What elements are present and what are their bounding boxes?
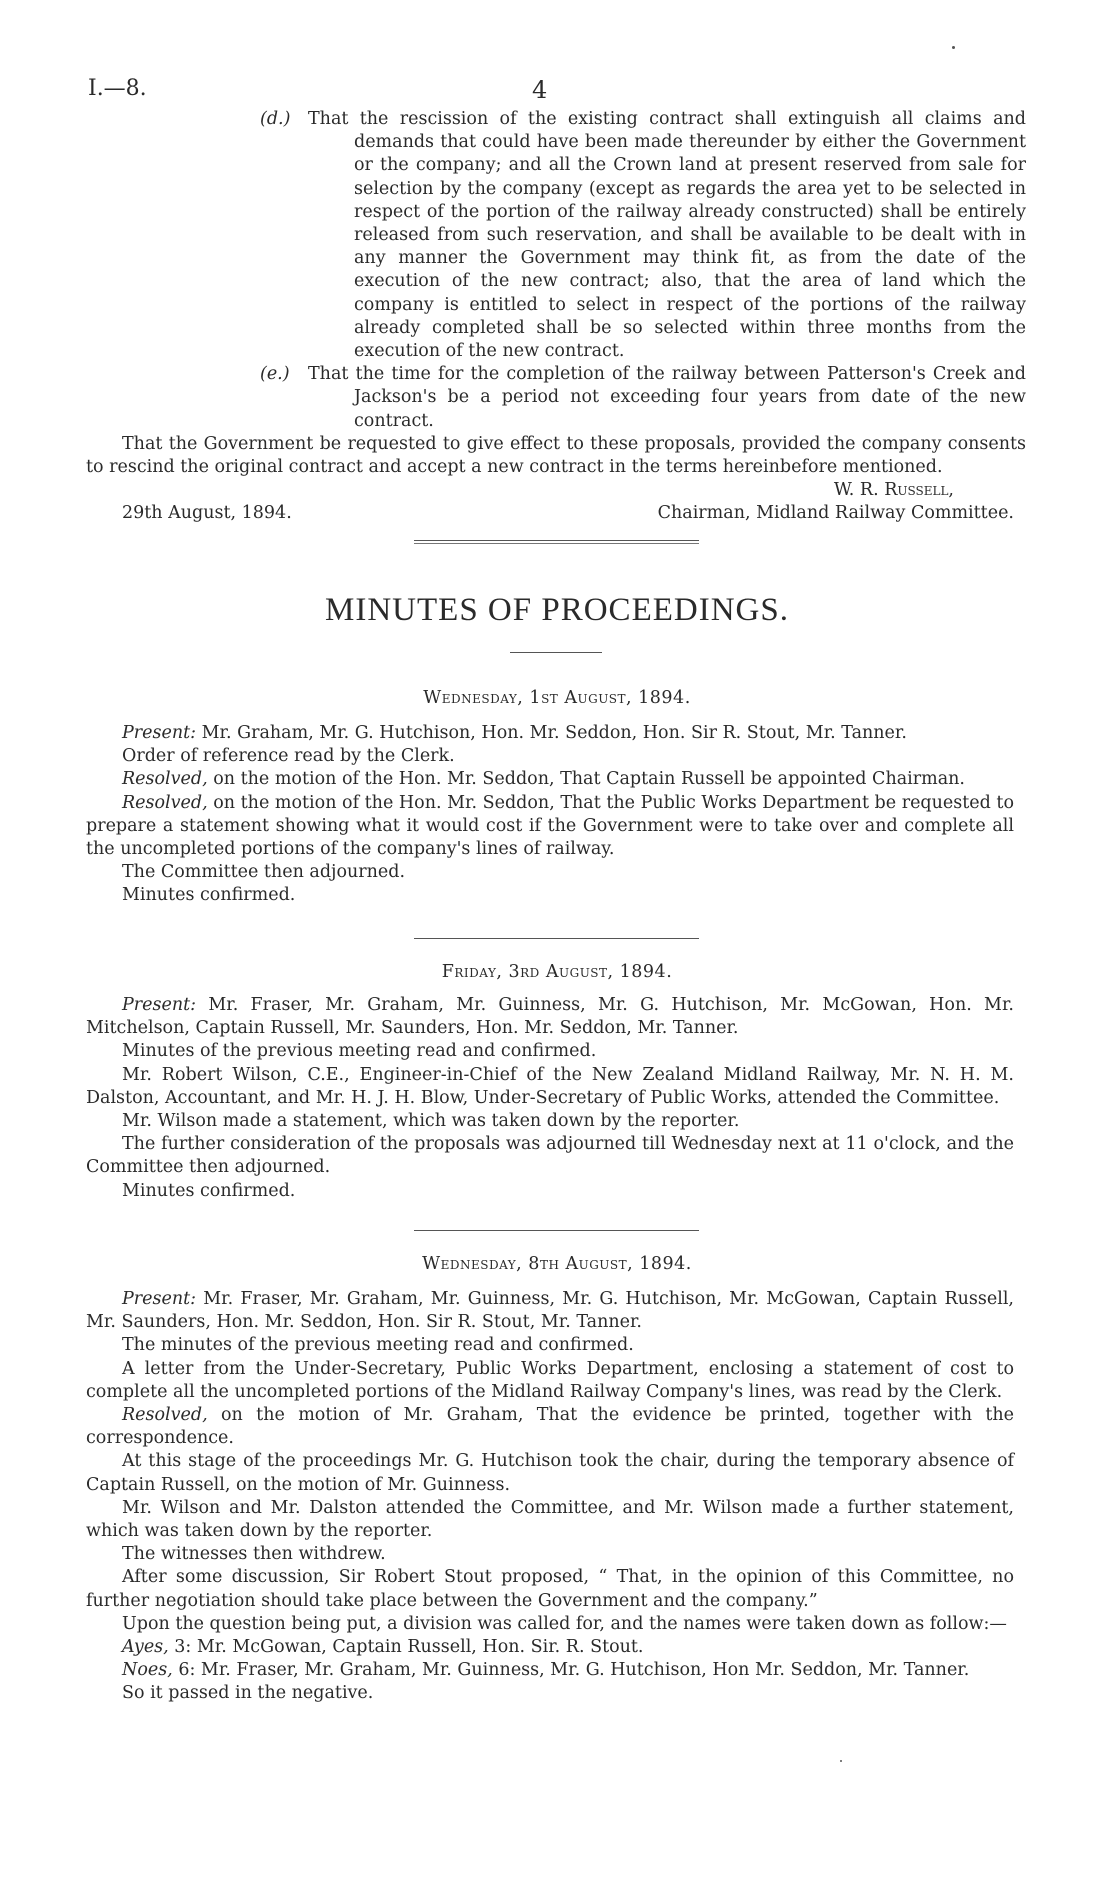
minute-paragraph: Mr. Wilson made a statement, which was taken down by the reporter. bbox=[122, 1111, 740, 1132]
section-divider bbox=[414, 540, 699, 541]
minute-paragraph: A letter from the Under-Secretary, Public Works Department, enclosing a statement of cost to complete all the uncompleted portions of the Midland Railway Company's lines, was read by the Clerk. bbox=[86, 1358, 1014, 1402]
division-noes: Noes, 6: Mr. Fraser, Mr. Graham, Mr. Guinness, Mr. G. Hutchison, Hon Mr. Seddon, Mr. Tanner. bbox=[122, 1660, 970, 1681]
document-reference: I.—8. bbox=[88, 76, 147, 101]
minute-paragraph: Minutes confirmed. bbox=[122, 885, 296, 906]
resolution-paragraph: Resolved, on the motion of the Hon. Mr. Seddon, That Captain Russell be appointed Chairman. bbox=[122, 769, 965, 790]
clause-e bbox=[86, 363, 1026, 433]
resolution-paragraph: Resolved, on the motion of Mr. Graham, That the evidence be printed, together with the correspondence. bbox=[86, 1405, 1014, 1449]
resolution-paragraph: Resolved, on the motion of the Hon. Mr. Seddon, That the Public Works Department be requested to prepare a statement showing what it would cost if the Government were to take over and complete all the uncompleted portions of the company's lines of railway. bbox=[86, 792, 1014, 860]
clause-d bbox=[86, 108, 1026, 363]
minute-paragraph: Mr. Wilson and Mr. Dalston attended the Committee, and Mr. Wilson made a further statement, which was taken down by the reporter. bbox=[86, 1497, 1014, 1542]
speck-mark bbox=[952, 46, 955, 49]
resolution-paragraph: That the Government be requested to give effect to these proposals, provided the company consents to rescind the original contract and accept a new contract in the terms hereinbefore mentioned. bbox=[86, 433, 1026, 478]
minute-paragraph: Order of reference read by the Clerk. bbox=[122, 746, 455, 767]
signatory-title: Chairman, Midland Railway Committee. bbox=[657, 503, 1014, 524]
present-paragraph: Present: Mr. Graham, Mr. G. Hutchison, Hon. Mr. Seddon, Hon. Sir R. Stout, Mr. Tanner. bbox=[122, 723, 907, 743]
minute-paragraph: The Committee then adjourned. bbox=[122, 862, 406, 883]
meeting-3 bbox=[86, 1288, 1014, 1706]
minute-paragraph: Upon the question being put, a division was called for, and the names were taken down as follow:— bbox=[122, 1613, 1007, 1634]
minute-paragraph: Minutes of the previous meeting read and confirmed. bbox=[122, 1041, 597, 1062]
meeting-date: Friday, 3rd August, 1894. bbox=[441, 962, 673, 982]
clause-text: That the rescission of the existing contract shall extinguish all claims and demands that could have been made thereunder by either the Government or the company; and all the Crown land at present reserved from sale for selection by the company (except as regards the area yet to be selected in respect of the portion of the railway already constructed) shall be entirely released from such reservation, and shall be available to be dealt with in any manner the Government may think fit, as from the date of the execution of the new contract; also, that the area of land which the company is entitled to select in respect of the portions of the railway already completed shall be so selected within three months from the execution of the new contract. bbox=[308, 109, 1026, 362]
minute-paragraph: The witnesses then withdrew. bbox=[122, 1544, 386, 1565]
meeting-date: Wednesday, 1st August, 1894. bbox=[423, 688, 691, 708]
title-underline bbox=[510, 652, 602, 653]
minute-paragraph: Mr. Robert Wilson, C.E., Engineer-in-Chief of the New Zealand Midland Railway, Mr. N. H. M. Dalston, Accountant, and Mr. H. J. H. Blow, Under-Secretary of Public Works, attended the Committee. bbox=[86, 1064, 1014, 1108]
page-number: 4 bbox=[532, 76, 548, 104]
minute-paragraph: So it passed in the negative. bbox=[122, 1683, 374, 1704]
clause-label: (e.) bbox=[260, 364, 290, 385]
minute-paragraph: Minutes confirmed. bbox=[122, 1180, 296, 1201]
meeting-1 bbox=[86, 722, 1014, 908]
clause-label: (d.) bbox=[260, 109, 291, 129]
signature-date: 29th August, 1894. bbox=[122, 503, 292, 524]
minute-paragraph: The further consideration of the proposals was adjourned till Wednesday next at 11 o'clock, and the Committee then adjourned. bbox=[86, 1134, 1014, 1178]
contract-clauses bbox=[86, 108, 1026, 526]
clause-text: That the time for the completion of the railway between Patterson's Creek and Jackson's be a period not exceeding four years from date of the new contract. bbox=[308, 364, 1026, 431]
minute-paragraph: At this stage of the proceedings Mr. G. Hutchison took the chair, during the temporary absence of Captain Russell, on the motion of Mr. Guinness. bbox=[86, 1451, 1014, 1495]
minute-paragraph: The minutes of the previous meeting read and confirmed. bbox=[122, 1335, 634, 1356]
signatory-name: W. R. Russell, bbox=[833, 480, 954, 501]
division-ayes: Ayes, 3: Mr. McGowan, Captain Russell, Hon. Sir. R. Stout. bbox=[122, 1637, 644, 1658]
present-paragraph: Present: Mr. Fraser, Mr. Graham, Mr. Guinness, Mr. G. Hutchison, Mr. McGowan, Captain Russell, Mr. Saunders, Hon. Mr. Seddon, Hon. Sir R. Stout, Mr. Tanner. bbox=[86, 1289, 1014, 1333]
meeting-divider bbox=[414, 938, 699, 939]
meeting-divider bbox=[414, 1230, 699, 1231]
minute-paragraph: After some discussion, Sir Robert Stout proposed, “ That, in the opinion of this Committee, no further negotiation should take place between the Government and the company.” bbox=[86, 1567, 1014, 1611]
meeting-2 bbox=[86, 994, 1014, 1203]
speck-mark bbox=[840, 1760, 842, 1762]
meeting-date: Wednesday, 8th August, 1894. bbox=[422, 1254, 692, 1274]
page-title: MINUTES OF PROCEEDINGS. bbox=[325, 592, 789, 628]
present-paragraph: Present: Mr. Fraser, Mr. Graham, Mr. Guinness, Mr. G. Hutchison, Mr. McGowan, Hon. Mr. Mitchelson, Captain Russell, Mr. Saunders, Hon. Mr. Seddon, Mr. Tanner. bbox=[86, 995, 1014, 1039]
signature-row bbox=[86, 502, 1026, 525]
